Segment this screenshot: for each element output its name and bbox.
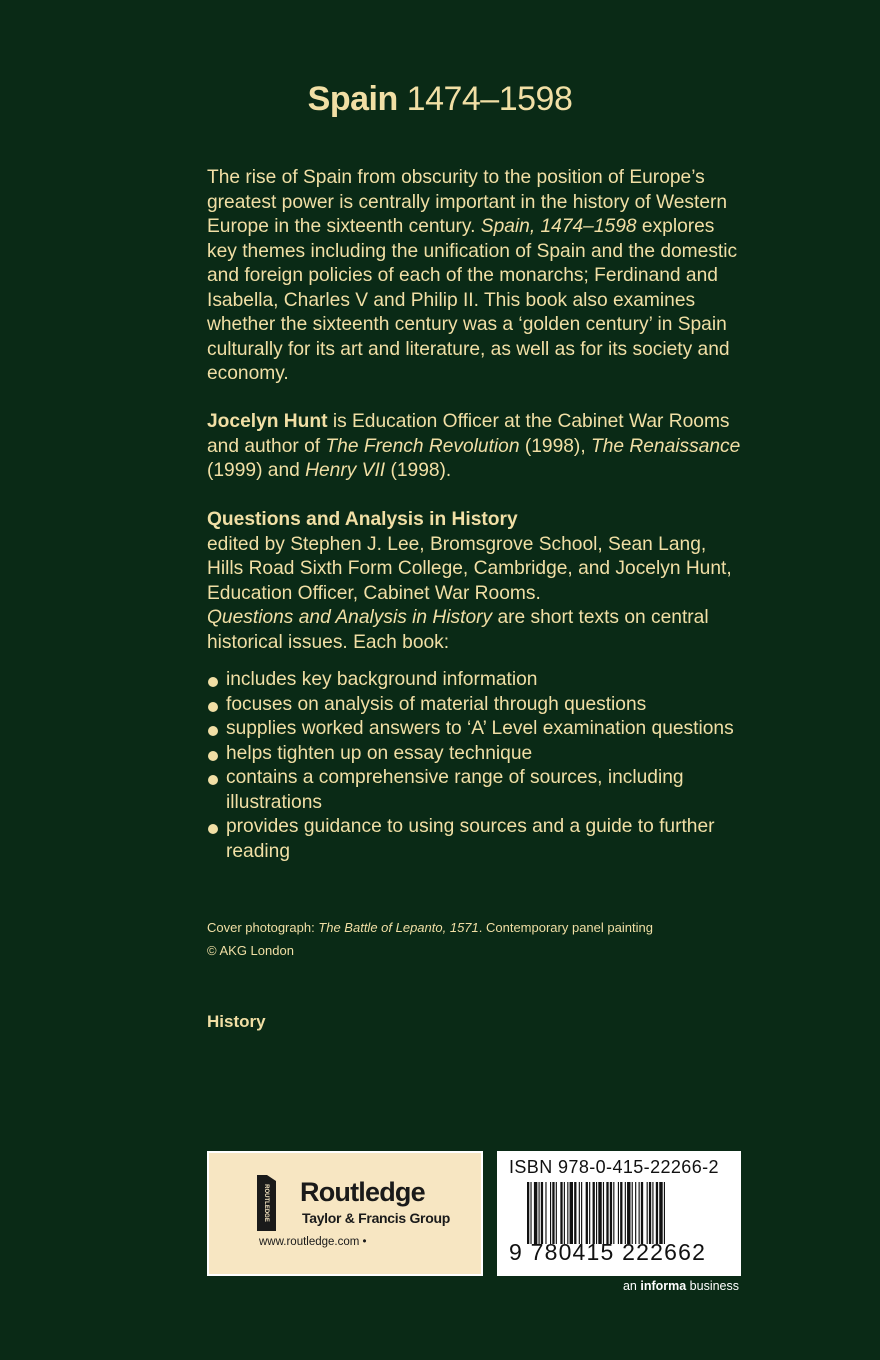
isbn-label: ISBN 978-0-415-22266-2 bbox=[509, 1157, 719, 1177]
book-title bbox=[0, 80, 880, 119]
barcode-bar bbox=[641, 1182, 643, 1244]
barcode-bar bbox=[613, 1182, 614, 1244]
publisher-box bbox=[207, 1151, 483, 1276]
series-title: Questions and Analysis in History bbox=[207, 509, 518, 530]
barcode-bar bbox=[656, 1182, 658, 1244]
series-description: Questions and Analysis in History are short texts on central historical issues. Each book: bbox=[207, 607, 709, 653]
series-editors: edited by Stephen J. Lee, Bromsgrove School, Sean Lang, Hills Road Sixth Form College, Cambridge, and Jocelyn Hunt, Education Officer, Cabinet War Rooms. bbox=[207, 533, 732, 604]
isbn-digits: 9 780415 222662 bbox=[509, 1239, 707, 1265]
barcode-bar bbox=[541, 1182, 543, 1244]
barcode-bar bbox=[560, 1182, 562, 1244]
barcode-bar bbox=[581, 1182, 582, 1244]
barcode-bar bbox=[550, 1182, 551, 1244]
barcode-bar bbox=[620, 1182, 622, 1244]
barcode-bar bbox=[552, 1182, 554, 1244]
barcode-bar bbox=[610, 1182, 612, 1244]
barcode-bar bbox=[652, 1182, 653, 1244]
barcode-bar bbox=[647, 1182, 648, 1244]
barcode-bar bbox=[527, 1182, 529, 1244]
barcode-bar bbox=[606, 1182, 608, 1244]
barcode-bar bbox=[649, 1182, 651, 1244]
barcode-bar bbox=[596, 1182, 597, 1244]
feature-list bbox=[207, 668, 747, 864]
barcode-bar bbox=[593, 1182, 595, 1244]
barcode-bar bbox=[534, 1182, 537, 1244]
barcode-bar bbox=[574, 1182, 576, 1244]
routledge-logo-icon bbox=[254, 1175, 276, 1231]
barcode-bar bbox=[586, 1182, 588, 1244]
barcode-bar bbox=[603, 1182, 604, 1244]
barcode-bar bbox=[556, 1182, 557, 1244]
barcode-bar bbox=[635, 1182, 636, 1244]
barcode-bar bbox=[530, 1182, 531, 1244]
list-item: contains a comprehensive range of sources, including illustrations bbox=[207, 766, 747, 815]
blurb-paragraph: The rise of Spain from obscurity to the position of Europe’s greatest power is centrally important in the history of Western Europe in the sixteenth century. Spain, 1474–1598 explores key themes including the unification of Spain and the domestic and foreign policies of each of the monarchs; Ferdinand and Isabella, Charles V and Philip II. This book also examines whether the sixteenth century was a ‘golden century’ in Spain culturally for its art and literature, as well as for its society and economy. bbox=[207, 167, 738, 384]
list-item: includes key background information bbox=[207, 668, 747, 693]
blurb-book-title: Spain, 1474–1598 bbox=[480, 216, 637, 237]
barcode-bar bbox=[625, 1182, 626, 1244]
title-main: Spain bbox=[307, 80, 398, 118]
barcode-bar bbox=[564, 1182, 565, 1244]
barcode-bar bbox=[545, 1182, 546, 1244]
author-name: Jocelyn Hunt bbox=[207, 411, 328, 432]
barcode-bar bbox=[627, 1182, 630, 1244]
barcode-bar bbox=[539, 1182, 540, 1244]
informa-tagline: an informa business bbox=[622, 1279, 739, 1293]
author-bio: Jocelyn Hunt is Education Officer at the Cabinet War Rooms and author of The French Revolution (1998), The Renaissance (1999) and Henry VII (1998). bbox=[207, 411, 741, 481]
barcode-bar bbox=[618, 1182, 619, 1244]
logo-text: ROUTLEDGE bbox=[263, 1184, 269, 1222]
barcode-bar bbox=[598, 1182, 601, 1244]
barcode-bar bbox=[639, 1182, 640, 1244]
isbn-barcode-box bbox=[497, 1151, 741, 1276]
title-years: 1474–1598 bbox=[406, 80, 573, 118]
list-item: supplies worked answers to ‘A’ Level examination questions bbox=[207, 717, 747, 742]
publisher-url: www.routledge.com • bbox=[259, 1236, 367, 1248]
barcode-bar bbox=[664, 1182, 665, 1244]
copyright: © AKG London bbox=[207, 943, 294, 958]
subject-category: History bbox=[207, 1012, 266, 1031]
series-info bbox=[207, 508, 747, 655]
barcode-bar bbox=[632, 1182, 633, 1244]
list-item: provides guidance to using sources and a guide to further reading bbox=[207, 815, 747, 864]
barcode-bar bbox=[567, 1182, 568, 1244]
publisher-name: Routledge bbox=[300, 1177, 425, 1207]
barcode-bar bbox=[589, 1182, 590, 1244]
barcode-bar bbox=[570, 1182, 573, 1244]
publisher-group: Taylor & Francis Group bbox=[302, 1210, 450, 1226]
cover-credit: Cover photograph: The Battle of Lepanto, 1571. Contemporary panel painting © AKG London bbox=[207, 916, 747, 962]
list-item: helps tighten up on essay technique bbox=[207, 742, 747, 767]
barcode bbox=[527, 1182, 719, 1244]
barcode-bar bbox=[659, 1182, 662, 1244]
barcode-bar bbox=[579, 1182, 580, 1244]
list-item: focuses on analysis of material through questions bbox=[207, 693, 747, 718]
